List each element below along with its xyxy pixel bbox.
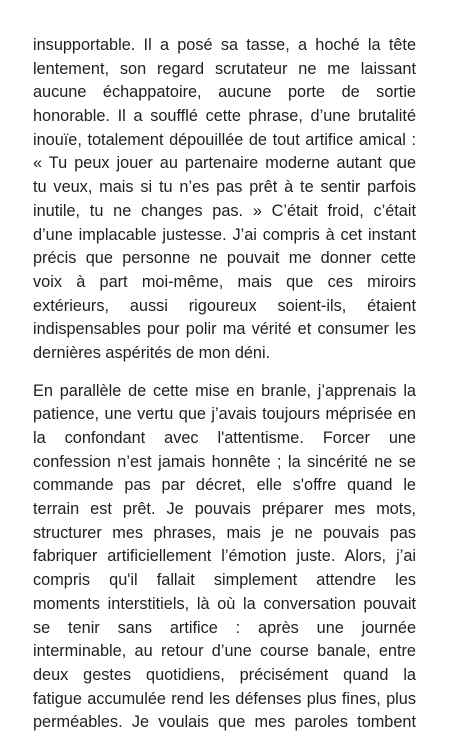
text-line: voix à part moi-même, mais que ces miroirs xyxy=(33,272,416,291)
text-line: commande pas par décret, elle s'offre quand le xyxy=(33,476,416,495)
paragraph-1 xyxy=(33,34,416,366)
text-line: compris qu'il fallait simplement attendre les xyxy=(33,571,416,590)
paragraph-2 xyxy=(33,380,416,735)
text-line: perméables. Je voulais que mes paroles tombent xyxy=(33,713,416,732)
text-line: patience, une vertu que j’avais toujours méprisée en xyxy=(33,405,416,424)
text-line: insupportable. Il a posé sa tasse, a hoché la tête xyxy=(33,36,416,54)
text-line: aucune échappatoire, aucune porte de sortie xyxy=(33,83,416,102)
text-line: tu veux, mais si tu n’es pas prêt à te sentir parfois xyxy=(33,178,416,197)
text-line: moments interstitiels, là où la conversation pouvait xyxy=(33,594,416,613)
text-line: lentement, son regard scrutateur ne me laissant xyxy=(33,59,416,78)
text-line: la confondant avec l'attentisme. Forcer une xyxy=(33,429,416,447)
text-line: interminable, au retour d’une course banale, entre xyxy=(33,642,416,661)
text-line: confession n’est jamais honnête ; la sincérité ne se xyxy=(33,452,416,471)
text-line: extérieurs, aussi rigoureux soient-ils, étaient xyxy=(33,296,416,315)
text-line: honorable. Il a soufflé cette phrase, d’une brutalité xyxy=(33,107,416,126)
text-line: fabriquer artificiellement l’émotion juste. Alors, j’ai xyxy=(33,547,416,566)
text-line: précis que personne ne pouvait me donner cette xyxy=(33,249,416,268)
text-line: dernières aspérités de mon déni. xyxy=(33,343,271,362)
text-line: inouïe, totalement dépouillée de tout artifice amical : xyxy=(33,130,416,149)
text-line: En parallèle de cette mise en branle, j’apprenais la xyxy=(33,381,416,400)
text-line: inutile, tu ne changes pas. » C’était froid, c’était xyxy=(33,201,416,220)
text-line: deux gestes quotidiens, précisément quand la xyxy=(33,665,416,684)
text-line: se tenir sans artifice : après une journée xyxy=(33,618,416,637)
text-line: d’une implacable justesse. J’ai compris à cet instant xyxy=(33,225,416,244)
text-line: indispensables pour polir ma vérité et consumer les xyxy=(33,320,416,339)
book-page xyxy=(33,34,416,735)
text-line: fatigue accumulée rend les défenses plus fines, plus xyxy=(33,689,416,708)
text-line: structurer mes phrases, mais je ne pouvais pas xyxy=(33,523,416,542)
text-line: « Tu peux jouer au partenaire moderne autant que xyxy=(33,154,416,173)
text-line: terrain est prêt. Je pouvais préparer mes mots, xyxy=(33,500,416,519)
